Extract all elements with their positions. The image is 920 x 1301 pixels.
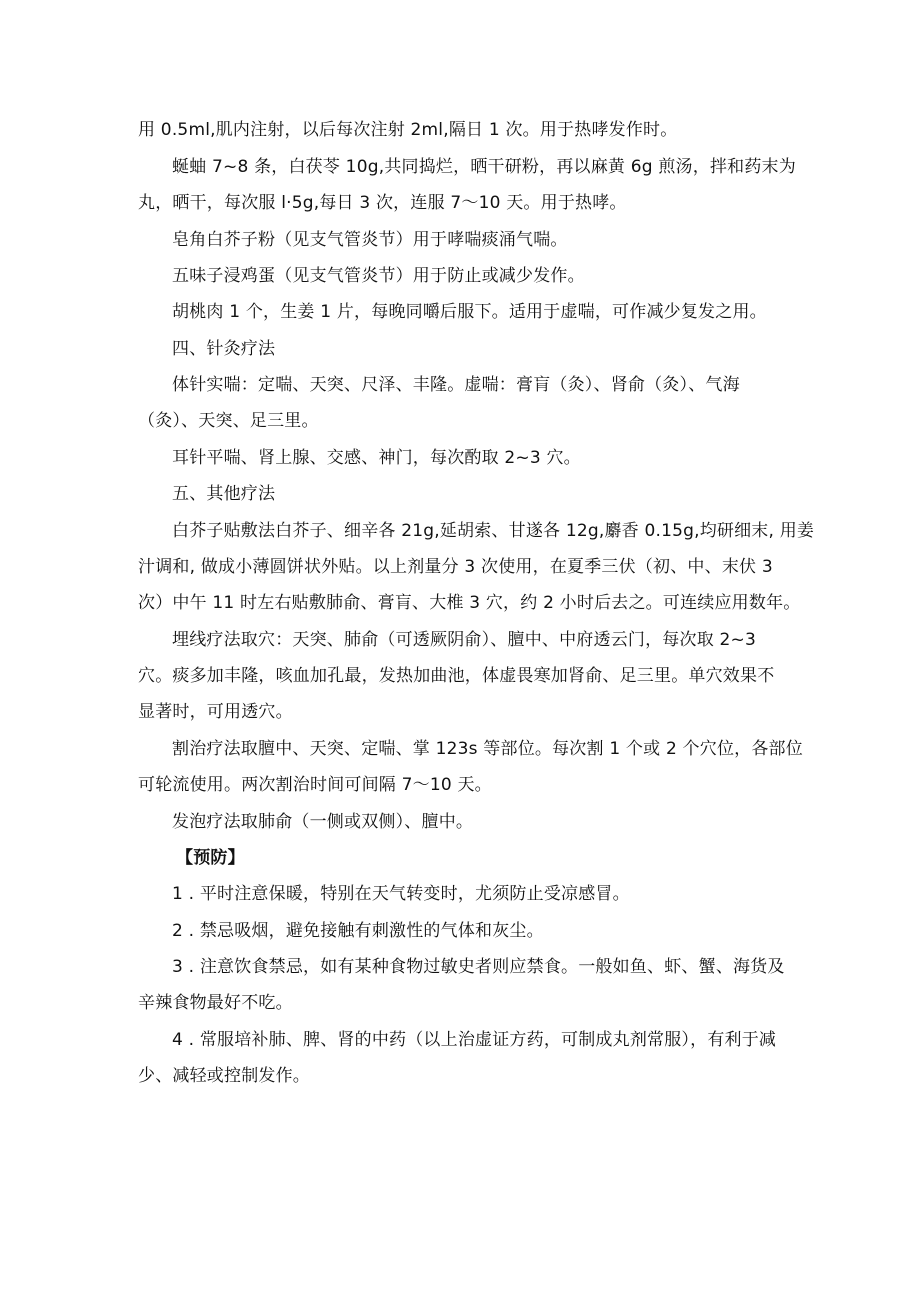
list-item-continuation: 辛辣食物最好不吃。: [138, 993, 293, 1013]
paragraph-line: 用 0.5ml,肌内注射，以后每次注射 2ml,隔日 1 次。用于热哮发作时。: [138, 120, 678, 140]
paragraph-line: 蜒蚰 7~8 条，白茯苓 10g,共同捣烂，晒干研粉，再以麻黄 6g 煎汤，拌和药末为: [172, 157, 796, 177]
paragraph-line: 次）中午 11 时左右贴敷肺俞、膏肓、大椎 3 穴，约 2 小时后去之。可连续应用数年。: [138, 593, 801, 613]
paragraph-line: 耳针平喘、肾上腺、交感、神门，每次酌取 2~3 穴。: [172, 448, 581, 468]
list-item: 1 . 平时注意保暖，特别在天气转变时，尤须防止受凉感冒。: [172, 884, 630, 904]
paragraph-line: 割治疗法取膻中、天突、定喘、掌 123s 等部位。每次割 1 个或 2 个穴位，各部位: [172, 739, 803, 759]
paragraph-line: 发泡疗法取肺俞（一侧或双侧）、膻中。: [172, 812, 474, 832]
section-heading: 五、其他疗法: [172, 484, 276, 504]
paragraph-line: 穴。痰多加丰隆，咳血加孔最，发热加曲池，体虚畏寒加肾俞、足三里。单穴效果不: [138, 666, 775, 686]
paragraph-line: 体针实喘：定喘、天突、尺泽、丰隆。虚喘：膏肓（灸）、肾俞（灸）、气海: [172, 375, 740, 395]
paragraph-line: 胡桃肉 1 个，生姜 1 片，每晚同嚼后服下。适用于虚喘，可作减少复发之用。: [172, 302, 767, 322]
paragraph-line: 皂角白芥子粉（见支气管炎节）用于哮喘痰涌气喘。: [172, 230, 568, 250]
paragraph-line: 五味子浸鸡蛋（见支气管炎节）用于防止或减少发作。: [172, 266, 585, 286]
paragraph-line: 显著时，可用透穴。: [138, 702, 293, 722]
paragraph-line: 汁调和, 做成小薄圆饼状外贴。以上剂量分 3 次使用，在夏季三伏（初、中、末伏 3: [138, 557, 773, 577]
paragraph-line: 埋线疗法取穴：天突、肺俞（可透厥阴俞）、膻中、中府透云门，每次取 2~3: [172, 630, 756, 650]
paragraph-line: 可轮流使用。两次割治时间可间隔 7～10 天。: [138, 775, 492, 795]
section-heading: 四、针灸疗法: [172, 339, 276, 359]
paragraph-line: 丸，晒干，每次服 l·5g,每日 3 次，连服 7～10 天。用于热哮。: [138, 193, 627, 213]
paragraph-line: 白芥子贴敷法白芥子、细辛各 21g,延胡索、甘遂各 12g,麝香 0.15g,均研细末, 用姜: [172, 521, 815, 541]
prevention-heading: 【预防】: [176, 848, 245, 868]
paragraph-line: （灸）、天突、足三里。: [138, 411, 319, 431]
list-item-continuation: 少、减轻或控制发作。: [138, 1066, 310, 1086]
list-item: 2 . 禁忌吸烟，避免接触有刺激性的气体和灰尘。: [172, 921, 544, 941]
list-item: 3 . 注意饮食禁忌，如有某种食物过敏史者则应禁食。一般如鱼、虾、蟹、海货及: [172, 957, 785, 977]
list-item: 4 . 常服培补肺、脾、肾的中药（以上治虚证方药，可制成丸剂常服），有利于减: [172, 1030, 777, 1050]
